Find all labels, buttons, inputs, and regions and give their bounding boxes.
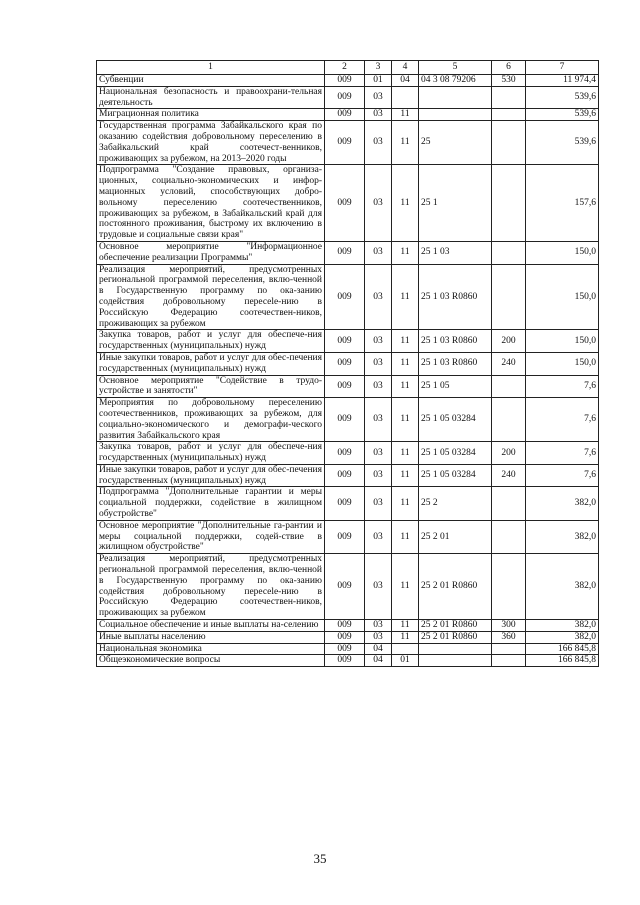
row-amount-cell: 382,0 (526, 487, 599, 520)
row-amount-cell: 150,0 (526, 352, 599, 375)
row-subsection-cell: 11 (392, 620, 419, 632)
table-row (97, 352, 599, 375)
row-subsection-cell: 11 (392, 464, 419, 487)
row-name-cell: Субвенции (97, 75, 325, 87)
row-target-article-cell: 25 1 03 R0860 (419, 352, 492, 375)
row-target-article-cell: 25 2 01 (419, 520, 492, 553)
row-section-cell: 03 (365, 352, 392, 375)
row-subsection-cell: 11 (392, 442, 419, 465)
row-expense-type-cell (492, 520, 526, 553)
table-row (97, 75, 599, 87)
row-code-cell: 009 (325, 241, 365, 264)
row-expense-type-cell (492, 86, 526, 109)
row-target-article-cell: 25 1 05 03284 (419, 442, 492, 465)
row-code-cell: 009 (325, 620, 365, 632)
row-section-cell: 03 (365, 554, 392, 620)
row-section-cell: 03 (365, 86, 392, 109)
row-code-cell: 009 (325, 86, 365, 109)
row-subsection-cell: 11 (392, 375, 419, 398)
row-target-article-cell (419, 86, 492, 109)
row-amount-cell: 539,6 (526, 86, 599, 109)
row-section-cell: 03 (365, 241, 392, 264)
row-expense-type-cell: 200 (492, 330, 526, 353)
row-expense-type-cell (492, 165, 526, 242)
header-cell: 5 (419, 61, 492, 75)
row-expense-type-cell (492, 264, 526, 330)
row-target-article-cell (419, 643, 492, 655)
table-row (97, 464, 599, 487)
table-row (97, 86, 599, 109)
row-section-cell: 03 (365, 620, 392, 632)
table-row (97, 241, 599, 264)
row-amount-cell: 382,0 (526, 620, 599, 632)
row-name-cell: Национальная экономика (97, 643, 325, 655)
row-subsection-cell: 11 (392, 631, 419, 643)
row-target-article-cell: 25 2 01 R0860 (419, 631, 492, 643)
row-amount-cell: 382,0 (526, 554, 599, 620)
row-name-cell: Иные закупки товаров, работ и услуг для обес-печения государственных (муниципальных) нужд (97, 352, 325, 375)
row-amount-cell: 7,6 (526, 464, 599, 487)
row-section-cell: 03 (365, 121, 392, 165)
row-target-article-cell: 04 3 08 79206 (419, 75, 492, 87)
row-name-cell: Миграционная политика (97, 109, 325, 121)
budget-table (96, 60, 599, 667)
header-cell: 3 (365, 61, 392, 75)
row-subsection-cell: 11 (392, 520, 419, 553)
row-subsection-cell: 11 (392, 165, 419, 242)
row-amount-cell: 150,0 (526, 241, 599, 264)
row-subsection-cell: 11 (392, 554, 419, 620)
table-row (97, 442, 599, 465)
row-expense-type-cell: 300 (492, 620, 526, 632)
row-expense-type-cell (492, 375, 526, 398)
row-name-cell: Иные закупки товаров, работ и услуг для обес-печения государственных (муниципальных) нужд (97, 464, 325, 487)
table-row (97, 487, 599, 520)
row-expense-type-cell (492, 655, 526, 667)
row-code-cell: 009 (325, 487, 365, 520)
row-target-article-cell: 25 1 05 (419, 375, 492, 398)
row-name-cell: Общеэкономические вопросы (97, 655, 325, 667)
row-section-cell: 03 (365, 631, 392, 643)
row-amount-cell: 157,6 (526, 165, 599, 242)
row-expense-type-cell: 360 (492, 631, 526, 643)
row-subsection-cell: 11 (392, 352, 419, 375)
header-cell: 2 (325, 61, 365, 75)
table-row (97, 330, 599, 353)
table-row (97, 165, 599, 242)
row-target-article-cell: 25 (419, 121, 492, 165)
row-expense-type-cell (492, 121, 526, 165)
table-row (97, 520, 599, 553)
row-expense-type-cell (492, 643, 526, 655)
row-expense-type-cell (492, 398, 526, 442)
row-expense-type-cell: 240 (492, 464, 526, 487)
row-subsection-cell: 11 (392, 487, 419, 520)
row-amount-cell: 539,6 (526, 121, 599, 165)
row-section-cell: 03 (365, 375, 392, 398)
row-section-cell: 03 (365, 165, 392, 242)
row-name-cell: Социальное обеспечение и иные выплаты на-селению (97, 620, 325, 632)
table-row (97, 375, 599, 398)
row-name-cell: Мероприятия по добровольному переселению соотечественников, проживающих за рубежом, для социально-экономического и демографи-ческого развития Забайкальского края (97, 398, 325, 442)
row-expense-type-cell (492, 109, 526, 121)
row-section-cell: 03 (365, 464, 392, 487)
row-section-cell: 03 (365, 487, 392, 520)
row-amount-cell: 7,6 (526, 375, 599, 398)
row-amount-cell: 166 845,8 (526, 655, 599, 667)
row-name-cell: Иные выплаты населению (97, 631, 325, 643)
row-target-article-cell: 25 1 03 (419, 241, 492, 264)
row-code-cell: 009 (325, 264, 365, 330)
row-name-cell: Подпрограмма "Дополнительные гарантии и меры социальной поддержки, содействие в жилищном обустройстве" (97, 487, 325, 520)
row-name-cell: Подпрограмма "Создание правовых, организа-ционных, социально-экономических и инфор-мационных условий, способствующих добро-вольному переселению соотечественников, проживающих за рубежом, в Забайкальский край для постоянного проживания, быстрому их включению в трудовые и социальные связи края" (97, 165, 325, 242)
row-target-article-cell: 25 1 03 R0860 (419, 264, 492, 330)
row-target-article-cell: 25 1 05 03284 (419, 398, 492, 442)
row-subsection-cell: 04 (392, 75, 419, 87)
row-code-cell: 009 (325, 165, 365, 242)
row-target-article-cell: 25 1 (419, 165, 492, 242)
table-row (97, 620, 599, 632)
row-name-cell: Основное мероприятие "Дополнительные га-рантии и меры социальной поддержки, содей-ствие в жилищном обустройстве" (97, 520, 325, 553)
table-body (97, 75, 599, 667)
table-row (97, 398, 599, 442)
row-name-cell: Государственная программа Забайкальского края по оказанию содействия добровольному переселению в Забайкальский край соотечест-венников, проживающих за рубежом, на 2013–2020 годы (97, 121, 325, 165)
row-name-cell: Закупка товаров, работ и услуг для обеспече-ния государственных (муниципальных) нужд (97, 442, 325, 465)
row-subsection-cell: 11 (392, 109, 419, 121)
header-cell: 7 (526, 61, 599, 75)
row-code-cell: 009 (325, 398, 365, 442)
row-section-cell: 03 (365, 520, 392, 553)
row-section-cell: 03 (365, 398, 392, 442)
row-code-cell: 009 (325, 121, 365, 165)
row-amount-cell: 539,6 (526, 109, 599, 121)
row-target-article-cell: 25 2 01 R0860 (419, 620, 492, 632)
row-amount-cell: 166 845,8 (526, 643, 599, 655)
row-section-cell: 04 (365, 655, 392, 667)
row-code-cell: 009 (325, 554, 365, 620)
table-row (97, 631, 599, 643)
row-code-cell: 009 (325, 643, 365, 655)
table-row (97, 554, 599, 620)
row-section-cell: 03 (365, 330, 392, 353)
row-code-cell: 009 (325, 352, 365, 375)
row-code-cell: 009 (325, 330, 365, 353)
row-name-cell: Реализация мероприятий, предусмотренных региональной программой переселения, вклю-ченной в Государственную программу по ока-занию содействия добровольному пересele-нию в Российскую Федерацию соотечествен-ников, проживающих за рубежом (97, 264, 325, 330)
header-cell: 6 (492, 61, 526, 75)
row-name-cell: Национальная безопасность и правоохрани-тельная деятельность (97, 86, 325, 109)
row-target-article-cell (419, 655, 492, 667)
row-expense-type-cell: 530 (492, 75, 526, 87)
row-target-article-cell (419, 109, 492, 121)
row-amount-cell: 150,0 (526, 330, 599, 353)
row-target-article-cell: 25 1 03 R0860 (419, 330, 492, 353)
row-amount-cell: 7,6 (526, 398, 599, 442)
row-subsection-cell: 11 (392, 398, 419, 442)
row-expense-type-cell (492, 241, 526, 264)
row-subsection-cell: 11 (392, 330, 419, 353)
row-subsection-cell: 01 (392, 655, 419, 667)
row-section-cell: 04 (365, 643, 392, 655)
row-code-cell: 009 (325, 655, 365, 667)
row-name-cell: Основное мероприятие "Содействие в трудо-устройстве и занятости" (97, 375, 325, 398)
row-code-cell: 009 (325, 109, 365, 121)
row-section-cell: 03 (365, 109, 392, 121)
table-row (97, 121, 599, 165)
row-amount-cell: 382,0 (526, 631, 599, 643)
table-row (97, 655, 599, 667)
table-row (97, 643, 599, 655)
row-code-cell: 009 (325, 464, 365, 487)
row-section-cell: 03 (365, 264, 392, 330)
row-amount-cell: 7,6 (526, 442, 599, 465)
table-header-row (97, 61, 599, 75)
row-amount-cell: 11 974,4 (526, 75, 599, 87)
row-code-cell: 009 (325, 75, 365, 87)
header-cell: 1 (97, 61, 325, 75)
row-target-article-cell: 25 2 (419, 487, 492, 520)
row-code-cell: 009 (325, 520, 365, 553)
row-section-cell: 03 (365, 442, 392, 465)
row-subsection-cell (392, 643, 419, 655)
row-target-article-cell: 25 1 05 03284 (419, 464, 492, 487)
header-cell: 4 (392, 61, 419, 75)
row-subsection-cell: 11 (392, 264, 419, 330)
page-number: 35 (313, 851, 327, 866)
row-code-cell: 009 (325, 442, 365, 465)
row-name-cell: Реализация мероприятий, предусмотренных региональной программой переселения, вклю-ченной в Государственную программу по ока-занию содействия добровольному пересele-нию в Российскую Федерацию соотечествен-ников, проживающих за рубежом (97, 554, 325, 620)
row-target-article-cell: 25 2 01 R0860 (419, 554, 492, 620)
row-section-cell: 01 (365, 75, 392, 87)
row-subsection-cell: 11 (392, 121, 419, 165)
row-amount-cell: 382,0 (526, 520, 599, 553)
row-name-cell: Основное мероприятие "Информационное обеспечение реализации Программы" (97, 241, 325, 264)
table-row (97, 109, 599, 121)
row-code-cell: 009 (325, 631, 365, 643)
row-amount-cell: 150,0 (526, 264, 599, 330)
row-expense-type-cell: 200 (492, 442, 526, 465)
row-expense-type-cell: 240 (492, 352, 526, 375)
row-expense-type-cell (492, 554, 526, 620)
row-name-cell: Закупка товаров, работ и услуг для обеспече-ния государственных (муниципальных) нужд (97, 330, 325, 353)
budget-document (96, 60, 598, 667)
row-subsection-cell (392, 86, 419, 109)
table-row (97, 264, 599, 330)
row-subsection-cell: 11 (392, 241, 419, 264)
row-code-cell: 009 (325, 375, 365, 398)
row-expense-type-cell (492, 487, 526, 520)
